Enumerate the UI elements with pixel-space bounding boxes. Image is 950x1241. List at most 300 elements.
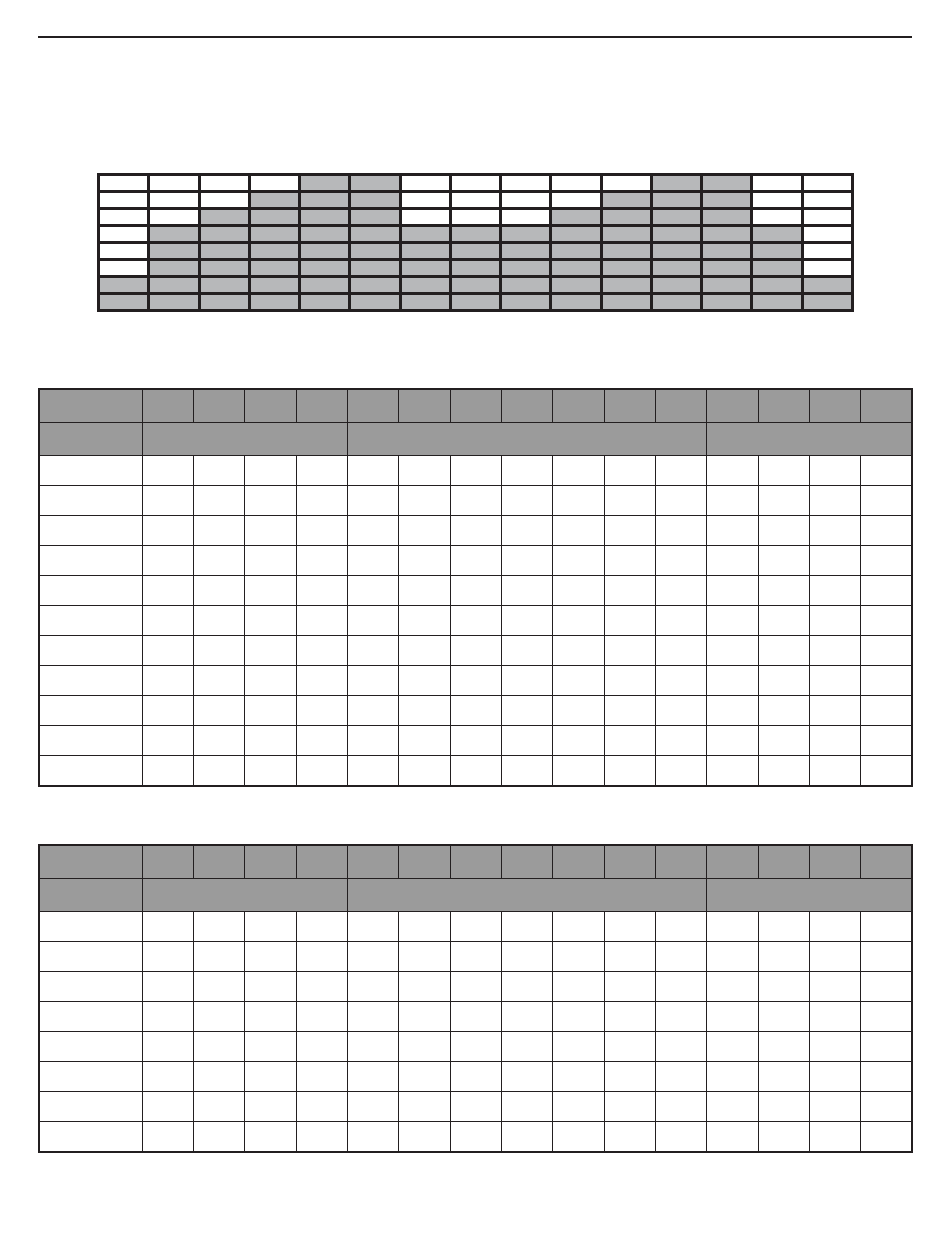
table-cell[interactable] [245, 636, 296, 666]
table-cell[interactable] [809, 576, 860, 606]
table-cell[interactable] [553, 1002, 604, 1032]
table-cell[interactable] [245, 516, 296, 546]
row-label-cell[interactable] [39, 756, 142, 787]
table-cell[interactable] [296, 1122, 347, 1153]
table-cell[interactable] [809, 1062, 860, 1092]
table-cell[interactable] [296, 696, 347, 726]
table-cell[interactable] [707, 516, 758, 546]
table-cell[interactable] [861, 1032, 912, 1062]
table-cell[interactable] [193, 1122, 244, 1153]
table-cell[interactable] [809, 912, 860, 942]
table-cell[interactable] [296, 576, 347, 606]
table-cell[interactable] [604, 696, 655, 726]
row-label-cell[interactable] [39, 516, 142, 546]
table-cell[interactable] [501, 1062, 552, 1092]
row-label-cell[interactable] [39, 576, 142, 606]
table-cell[interactable] [707, 696, 758, 726]
table-cell[interactable] [553, 756, 604, 787]
table-cell[interactable] [399, 726, 450, 756]
table-cell[interactable] [399, 486, 450, 516]
table-cell[interactable] [347, 972, 398, 1002]
table-cell[interactable] [553, 1032, 604, 1062]
table-cell[interactable] [193, 696, 244, 726]
table-cell[interactable] [553, 456, 604, 486]
table-cell[interactable] [604, 456, 655, 486]
table-cell[interactable] [707, 576, 758, 606]
table-cell[interactable] [655, 576, 706, 606]
table-cell[interactable] [758, 972, 809, 1002]
table-cell[interactable] [296, 546, 347, 576]
table-cell[interactable] [655, 636, 706, 666]
table-cell[interactable] [758, 1062, 809, 1092]
table-cell[interactable] [347, 1002, 398, 1032]
table-cell[interactable] [347, 1032, 398, 1062]
table-cell[interactable] [655, 516, 706, 546]
table-cell[interactable] [553, 972, 604, 1002]
table-cell[interactable] [604, 756, 655, 787]
row-label-cell[interactable] [39, 912, 142, 942]
row-label-cell[interactable] [39, 1002, 142, 1032]
table-cell[interactable] [501, 1002, 552, 1032]
table-cell[interactable] [142, 726, 193, 756]
table-cell[interactable] [347, 942, 398, 972]
table-cell[interactable] [296, 636, 347, 666]
table-cell[interactable] [193, 942, 244, 972]
table-cell[interactable] [604, 972, 655, 1002]
table-cell[interactable] [450, 516, 501, 546]
table-cell[interactable] [655, 666, 706, 696]
table-cell[interactable] [501, 666, 552, 696]
table-cell[interactable] [296, 1032, 347, 1062]
row-label-cell[interactable] [39, 606, 142, 636]
table-cell[interactable] [604, 516, 655, 546]
table-cell[interactable] [296, 1002, 347, 1032]
table-cell[interactable] [758, 1002, 809, 1032]
table-cell[interactable] [707, 942, 758, 972]
table-cell[interactable] [758, 696, 809, 726]
table-cell[interactable] [501, 1092, 552, 1122]
table-cell[interactable] [296, 1062, 347, 1092]
table-cell[interactable] [501, 486, 552, 516]
table-cell[interactable] [347, 456, 398, 486]
table-cell[interactable] [861, 726, 912, 756]
table-cell[interactable] [655, 456, 706, 486]
table-cell[interactable] [861, 636, 912, 666]
table-cell[interactable] [296, 456, 347, 486]
table-cell[interactable] [193, 456, 244, 486]
table-cell[interactable] [347, 912, 398, 942]
table-cell[interactable] [553, 516, 604, 546]
row-label-cell[interactable] [39, 636, 142, 666]
table-cell[interactable] [245, 972, 296, 1002]
table-cell[interactable] [655, 696, 706, 726]
table-cell[interactable] [296, 912, 347, 942]
table-cell[interactable] [707, 1032, 758, 1062]
table-cell[interactable] [245, 912, 296, 942]
table-cell[interactable] [450, 636, 501, 666]
table-cell[interactable] [861, 486, 912, 516]
table-cell[interactable] [758, 1032, 809, 1062]
table-cell[interactable] [809, 1002, 860, 1032]
table-cell[interactable] [809, 972, 860, 1002]
table-cell[interactable] [450, 576, 501, 606]
table-cell[interactable] [347, 1062, 398, 1092]
table-cell[interactable] [707, 1062, 758, 1092]
table-cell[interactable] [245, 456, 296, 486]
table-cell[interactable] [399, 546, 450, 576]
table-cell[interactable] [399, 1122, 450, 1153]
table-cell[interactable] [347, 666, 398, 696]
table-cell[interactable] [193, 516, 244, 546]
table-cell[interactable] [758, 516, 809, 546]
table-cell[interactable] [347, 546, 398, 576]
table-cell[interactable] [296, 726, 347, 756]
row-label-cell[interactable] [39, 1092, 142, 1122]
table-cell[interactable] [193, 486, 244, 516]
table-cell[interactable] [861, 456, 912, 486]
row-label-cell[interactable] [39, 942, 142, 972]
table-cell[interactable] [553, 696, 604, 726]
table-cell[interactable] [450, 1062, 501, 1092]
table-cell[interactable] [809, 666, 860, 696]
row-label-cell[interactable] [39, 456, 142, 486]
table-cell[interactable] [399, 606, 450, 636]
table-cell[interactable] [655, 1062, 706, 1092]
table-cell[interactable] [142, 696, 193, 726]
table-cell[interactable] [861, 912, 912, 942]
table-cell[interactable] [758, 606, 809, 636]
table-cell[interactable] [707, 972, 758, 1002]
table-cell[interactable] [809, 516, 860, 546]
row-label-cell[interactable] [39, 546, 142, 576]
table-cell[interactable] [193, 546, 244, 576]
table-cell[interactable] [142, 636, 193, 666]
table-cell[interactable] [245, 606, 296, 636]
table-cell[interactable] [707, 1002, 758, 1032]
table-cell[interactable] [655, 486, 706, 516]
table-cell[interactable] [347, 606, 398, 636]
table-cell[interactable] [399, 516, 450, 546]
table-cell[interactable] [450, 1032, 501, 1062]
table-cell[interactable] [142, 972, 193, 1002]
table-cell[interactable] [142, 606, 193, 636]
table-cell[interactable] [347, 576, 398, 606]
table-cell[interactable] [245, 1062, 296, 1092]
table-cell[interactable] [758, 546, 809, 576]
table-cell[interactable] [501, 606, 552, 636]
table-cell[interactable] [296, 516, 347, 546]
table-cell[interactable] [707, 546, 758, 576]
table-cell[interactable] [296, 756, 347, 787]
table-cell[interactable] [296, 942, 347, 972]
table-cell[interactable] [809, 1032, 860, 1062]
table-cell[interactable] [604, 1002, 655, 1032]
table-cell[interactable] [707, 726, 758, 756]
table-cell[interactable] [758, 1092, 809, 1122]
table-cell[interactable] [399, 912, 450, 942]
table-cell[interactable] [809, 636, 860, 666]
table-cell[interactable] [245, 486, 296, 516]
table-cell[interactable] [296, 1092, 347, 1122]
table-cell[interactable] [809, 546, 860, 576]
table-cell[interactable] [142, 666, 193, 696]
table-cell[interactable] [707, 1092, 758, 1122]
table-cell[interactable] [758, 636, 809, 666]
table-cell[interactable] [861, 942, 912, 972]
table-cell[interactable] [655, 1032, 706, 1062]
table-cell[interactable] [861, 1092, 912, 1122]
table-cell[interactable] [655, 546, 706, 576]
table-cell[interactable] [450, 606, 501, 636]
table-cell[interactable] [707, 912, 758, 942]
table-cell[interactable] [245, 1122, 296, 1153]
table-cell[interactable] [296, 666, 347, 696]
table-cell[interactable] [501, 1122, 552, 1153]
table-cell[interactable] [501, 756, 552, 787]
table-cell[interactable] [861, 516, 912, 546]
table-cell[interactable] [809, 606, 860, 636]
table-cell[interactable] [399, 1032, 450, 1062]
table-cell[interactable] [707, 486, 758, 516]
table-cell[interactable] [193, 756, 244, 787]
table-cell[interactable] [707, 756, 758, 787]
row-label-cell[interactable] [39, 486, 142, 516]
table-cell[interactable] [245, 666, 296, 696]
table-cell[interactable] [758, 486, 809, 516]
table-cell[interactable] [655, 726, 706, 756]
table-cell[interactable] [861, 606, 912, 636]
table-cell[interactable] [758, 456, 809, 486]
table-cell[interactable] [501, 696, 552, 726]
table-cell[interactable] [450, 726, 501, 756]
table-cell[interactable] [758, 726, 809, 756]
table-cell[interactable] [450, 486, 501, 516]
table-cell[interactable] [604, 636, 655, 666]
row-label-cell[interactable] [39, 1062, 142, 1092]
table-cell[interactable] [347, 486, 398, 516]
table-cell[interactable] [553, 606, 604, 636]
table-cell[interactable] [501, 546, 552, 576]
table-cell[interactable] [553, 912, 604, 942]
table-cell[interactable] [758, 942, 809, 972]
table-cell[interactable] [193, 576, 244, 606]
table-cell[interactable] [604, 606, 655, 636]
table-cell[interactable] [707, 1122, 758, 1153]
table-cell[interactable] [501, 972, 552, 1002]
table-cell[interactable] [142, 576, 193, 606]
table-cell[interactable] [142, 1092, 193, 1122]
table-cell[interactable] [553, 636, 604, 666]
table-cell[interactable] [245, 696, 296, 726]
table-cell[interactable] [193, 636, 244, 666]
table-cell[interactable] [809, 486, 860, 516]
table-cell[interactable] [861, 666, 912, 696]
table-cell[interactable] [399, 576, 450, 606]
table-cell[interactable] [758, 756, 809, 787]
table-cell[interactable] [501, 576, 552, 606]
table-cell[interactable] [296, 972, 347, 1002]
table-cell[interactable] [655, 972, 706, 1002]
table-cell[interactable] [193, 1002, 244, 1032]
table-cell[interactable] [553, 726, 604, 756]
table-cell[interactable] [655, 1002, 706, 1032]
row-label-cell[interactable] [39, 696, 142, 726]
table-cell[interactable] [193, 972, 244, 1002]
table-cell[interactable] [450, 1002, 501, 1032]
table-cell[interactable] [655, 1122, 706, 1153]
table-cell[interactable] [347, 726, 398, 756]
table-cell[interactable] [245, 1092, 296, 1122]
table-cell[interactable] [861, 1122, 912, 1153]
table-cell[interactable] [758, 666, 809, 696]
table-cell[interactable] [707, 606, 758, 636]
table-cell[interactable] [501, 636, 552, 666]
table-cell[interactable] [296, 486, 347, 516]
table-cell[interactable] [501, 942, 552, 972]
table-cell[interactable] [399, 942, 450, 972]
table-cell[interactable] [193, 726, 244, 756]
table-cell[interactable] [758, 1122, 809, 1153]
table-cell[interactable] [809, 756, 860, 787]
table-cell[interactable] [604, 1062, 655, 1092]
table-cell[interactable] [861, 972, 912, 1002]
table-cell[interactable] [245, 1032, 296, 1062]
table-cell[interactable] [604, 942, 655, 972]
table-cell[interactable] [861, 1002, 912, 1032]
table-cell[interactable] [193, 1062, 244, 1092]
table-cell[interactable] [142, 546, 193, 576]
table-cell[interactable] [142, 1032, 193, 1062]
table-cell[interactable] [142, 516, 193, 546]
table-cell[interactable] [501, 516, 552, 546]
table-cell[interactable] [553, 942, 604, 972]
table-cell[interactable] [296, 606, 347, 636]
table-cell[interactable] [142, 912, 193, 942]
table-cell[interactable] [707, 666, 758, 696]
table-cell[interactable] [553, 1092, 604, 1122]
table-cell[interactable] [450, 1092, 501, 1122]
table-cell[interactable] [193, 1092, 244, 1122]
table-cell[interactable] [553, 576, 604, 606]
table-cell[interactable] [604, 726, 655, 756]
table-cell[interactable] [809, 1122, 860, 1153]
table-cell[interactable] [245, 576, 296, 606]
table-cell[interactable] [604, 1092, 655, 1122]
table-cell[interactable] [193, 606, 244, 636]
table-cell[interactable] [604, 912, 655, 942]
table-cell[interactable] [655, 942, 706, 972]
table-cell[interactable] [450, 696, 501, 726]
table-cell[interactable] [245, 1002, 296, 1032]
table-cell[interactable] [553, 486, 604, 516]
table-cell[interactable] [347, 1092, 398, 1122]
table-cell[interactable] [758, 912, 809, 942]
table-cell[interactable] [347, 696, 398, 726]
table-cell[interactable] [347, 636, 398, 666]
table-cell[interactable] [655, 912, 706, 942]
table-cell[interactable] [707, 636, 758, 666]
table-cell[interactable] [501, 726, 552, 756]
table-cell[interactable] [245, 756, 296, 787]
table-cell[interactable] [450, 912, 501, 942]
table-cell[interactable] [809, 456, 860, 486]
table-cell[interactable] [604, 576, 655, 606]
table-cell[interactable] [399, 666, 450, 696]
table-cell[interactable] [193, 912, 244, 942]
table-cell[interactable] [655, 606, 706, 636]
table-cell[interactable] [399, 1062, 450, 1092]
table-cell[interactable] [809, 942, 860, 972]
table-cell[interactable] [861, 696, 912, 726]
table-cell[interactable] [450, 1122, 501, 1153]
table-cell[interactable] [399, 756, 450, 787]
row-label-cell[interactable] [39, 1122, 142, 1153]
table-cell[interactable] [142, 1002, 193, 1032]
table-cell[interactable] [501, 912, 552, 942]
table-cell[interactable] [655, 756, 706, 787]
table-cell[interactable] [553, 666, 604, 696]
table-cell[interactable] [450, 756, 501, 787]
row-label-cell[interactable] [39, 972, 142, 1002]
row-label-cell[interactable] [39, 726, 142, 756]
table-cell[interactable] [655, 1092, 706, 1122]
table-cell[interactable] [758, 576, 809, 606]
table-cell[interactable] [553, 1122, 604, 1153]
table-cell[interactable] [707, 456, 758, 486]
table-cell[interactable] [142, 756, 193, 787]
table-cell[interactable] [604, 666, 655, 696]
table-cell[interactable] [450, 666, 501, 696]
table-cell[interactable] [142, 1122, 193, 1153]
table-cell[interactable] [809, 1092, 860, 1122]
table-cell[interactable] [501, 456, 552, 486]
table-cell[interactable] [245, 546, 296, 576]
table-cell[interactable] [604, 486, 655, 516]
table-cell[interactable] [142, 942, 193, 972]
table-cell[interactable] [399, 636, 450, 666]
table-cell[interactable] [861, 576, 912, 606]
table-cell[interactable] [553, 1062, 604, 1092]
table-cell[interactable] [347, 1122, 398, 1153]
table-cell[interactable] [861, 1062, 912, 1092]
table-cell[interactable] [245, 942, 296, 972]
table-cell[interactable] [604, 1122, 655, 1153]
table-cell[interactable] [450, 546, 501, 576]
table-cell[interactable] [399, 972, 450, 1002]
table-cell[interactable] [450, 972, 501, 1002]
table-cell[interactable] [450, 456, 501, 486]
table-cell[interactable] [399, 456, 450, 486]
table-cell[interactable] [193, 1032, 244, 1062]
table-cell[interactable] [347, 516, 398, 546]
table-cell[interactable] [501, 1032, 552, 1062]
table-cell[interactable] [347, 756, 398, 787]
table-cell[interactable] [399, 1092, 450, 1122]
table-cell[interactable] [553, 546, 604, 576]
table-cell[interactable] [604, 1032, 655, 1062]
table-cell[interactable] [142, 486, 193, 516]
table-cell[interactable] [861, 546, 912, 576]
table-cell[interactable] [861, 756, 912, 787]
table-cell[interactable] [142, 1062, 193, 1092]
table-cell[interactable] [450, 942, 501, 972]
row-label-cell[interactable] [39, 1032, 142, 1062]
table-cell[interactable] [245, 726, 296, 756]
table-cell[interactable] [399, 1002, 450, 1032]
table-cell[interactable] [809, 696, 860, 726]
row-label-cell[interactable] [39, 666, 142, 696]
table-cell[interactable] [604, 546, 655, 576]
